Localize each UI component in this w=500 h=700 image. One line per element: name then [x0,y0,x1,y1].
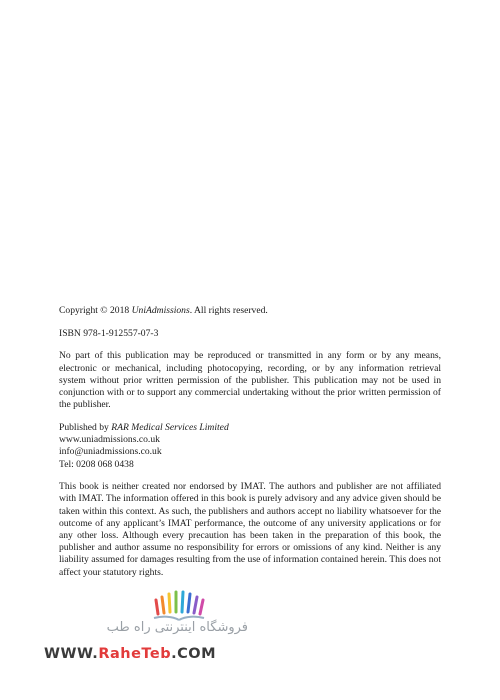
publisher-prefix: Published by [59,421,112,433]
copyright-text-block [59,305,441,589]
copyright-brand: UniAdmissions [131,305,190,316]
publisher-line [59,422,441,434]
disclaimer: This book is neither created nor endorsed by IMAT. The authors and publisher are not affiliated with IMAT. The information offered in this book is purely advisory and any advice given should be taken within this context. As such, the publishers and authors accept no liability whatsoever for the outcome of any applicant’s IMAT performance, the outcome of any university applications or for any other loss. Although every precaution has been taken in the preparation of this book, the publisher and author assume no responsibility for errors or omissions of any kind. Neither is any liability assumed for damages resulting from the use of information contained herein. This does not affect your statutory rights. [59,481,441,578]
copyright-suffix: . All rights reserved. [189,305,268,316]
watermark-persian-text: فروشگاه اینترنتی راه طب [106,620,248,635]
watermark-url-brand: RaheTeb [98,646,172,662]
copyright-prefix: Copyright © 2018 [59,305,132,316]
copyright-line [59,305,441,317]
raheteb-watermark [38,590,248,670]
watermark-url-prefix: WWW. [44,646,99,662]
publisher-tel: Tel: 0208 068 0438 [59,458,134,470]
watermark-url[interactable] [44,646,224,662]
publisher-website[interactable]: www.uniadmissions.co.uk [59,434,160,446]
isbn: ISBN 978-1-912557-07-3 [59,327,159,339]
publisher-email[interactable]: info@uniadmissions.co.uk [59,446,162,458]
publisher-block [59,422,441,471]
publisher-name: RAR Medical Services Limited [111,421,229,433]
watermark-url-suffix: .COM [171,646,217,662]
rights-notice: No part of this publication may be reproduced or transmitted in any form or by any means, electronic or mechanical, including photocopying, recording, or by any information retrieval system without prior written permission of the publisher. This publication may not be used in conjunction with or to support any commercial undertaking without the prior written permission of the publisher. [59,350,441,411]
open-book-icon [150,590,208,622]
